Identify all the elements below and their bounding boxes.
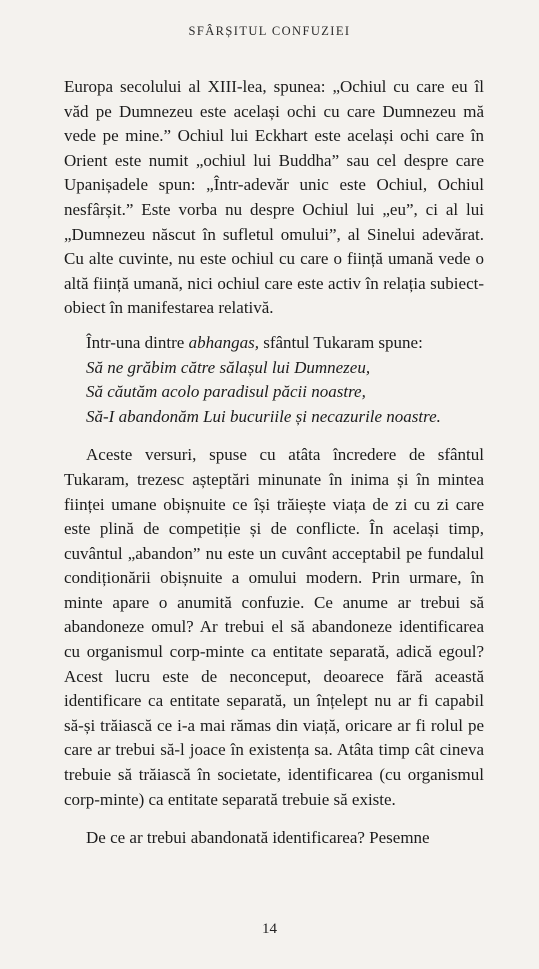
intro-text-after: sfântul Tukaram spune: bbox=[258, 332, 423, 352]
paragraph-tukaram-intro bbox=[64, 331, 484, 356]
verse-line: Să-I abandonăm Lui bucuriile și necazurile noastre. bbox=[86, 406, 441, 426]
verse-block bbox=[86, 356, 484, 430]
verse-line: Să căutăm acolo paradisul păcii noastre, bbox=[86, 382, 366, 402]
intro-text-before: Într-una dintre bbox=[86, 332, 189, 352]
paragraph-abandon: Aceste versuri, spuse cu atâta încredere de sfântul Tukaram, trezesc așteptări minunate în inima și în mintea ființei umane obișnuite ce își trăiește viața de zi cu zi care este plină de competiție și de conflicte. În același timp, cuvântul „abandon” nu este un cuvânt acceptabil pe fundalul condiționării obișnuite a omului modern. Prin urmare, în minte apare o anumită confuzie. Ce anume ar trebui să abandoneze omul? Ar trebui el să abandoneze identificarea cu organismul corp-minte ca entitate separată, adică egoul? Acest lucru este de neconceput, deoarece fără această identificare ca entitate separată, un înțelept nu ar fi capabil să-și trăiască ce i-a mai rămas din viață, oricare ar fi rolul pe care ar trebui să-l joace în existența sa. Atâta timp cât cineva trebuie să trăiască în societate, identificarea (cu organismul corp-minte) ca entitate separată trebuie să existe. bbox=[64, 445, 484, 809]
paragraph-eckhart: Europa secolului al XIII-lea, spunea: „Ochiul cu care eu îl văd pe Dumnezeu este același ochi cu care Dumnezeu mă vede pe mine.” Ochiul lui Eckhart este același ochi care în Orient este numit „ochiul lui Buddha” sau cel despre care Upanișadele spun: „Într-adevăr unic este Ochiul, Ochiul nesfârșit.” Este vorba nu despre Ochiul lui „eu”, ci al lui „Dumnezeu născut în sufletul omului”, al Sinelui adevărat. Cu alte cuvinte, nu este ochiul cu care o ființă umană vede o altă ființă umană, nici ochiul care este activ în relația subiect-obiect în manifestarea relativă. bbox=[64, 77, 484, 318]
paragraph-question: De ce ar trebui abandonată identificarea? Pesemne bbox=[86, 828, 430, 848]
intro-text-italic: abhangas, bbox=[188, 332, 259, 352]
verse-line: Să ne grăbim către sălașul lui Dumnezeu, bbox=[86, 357, 371, 377]
running-head: SFÂRȘITUL CONFUZIEI bbox=[188, 24, 351, 38]
body-text bbox=[64, 75, 484, 851]
page-number: 14 bbox=[262, 921, 277, 937]
